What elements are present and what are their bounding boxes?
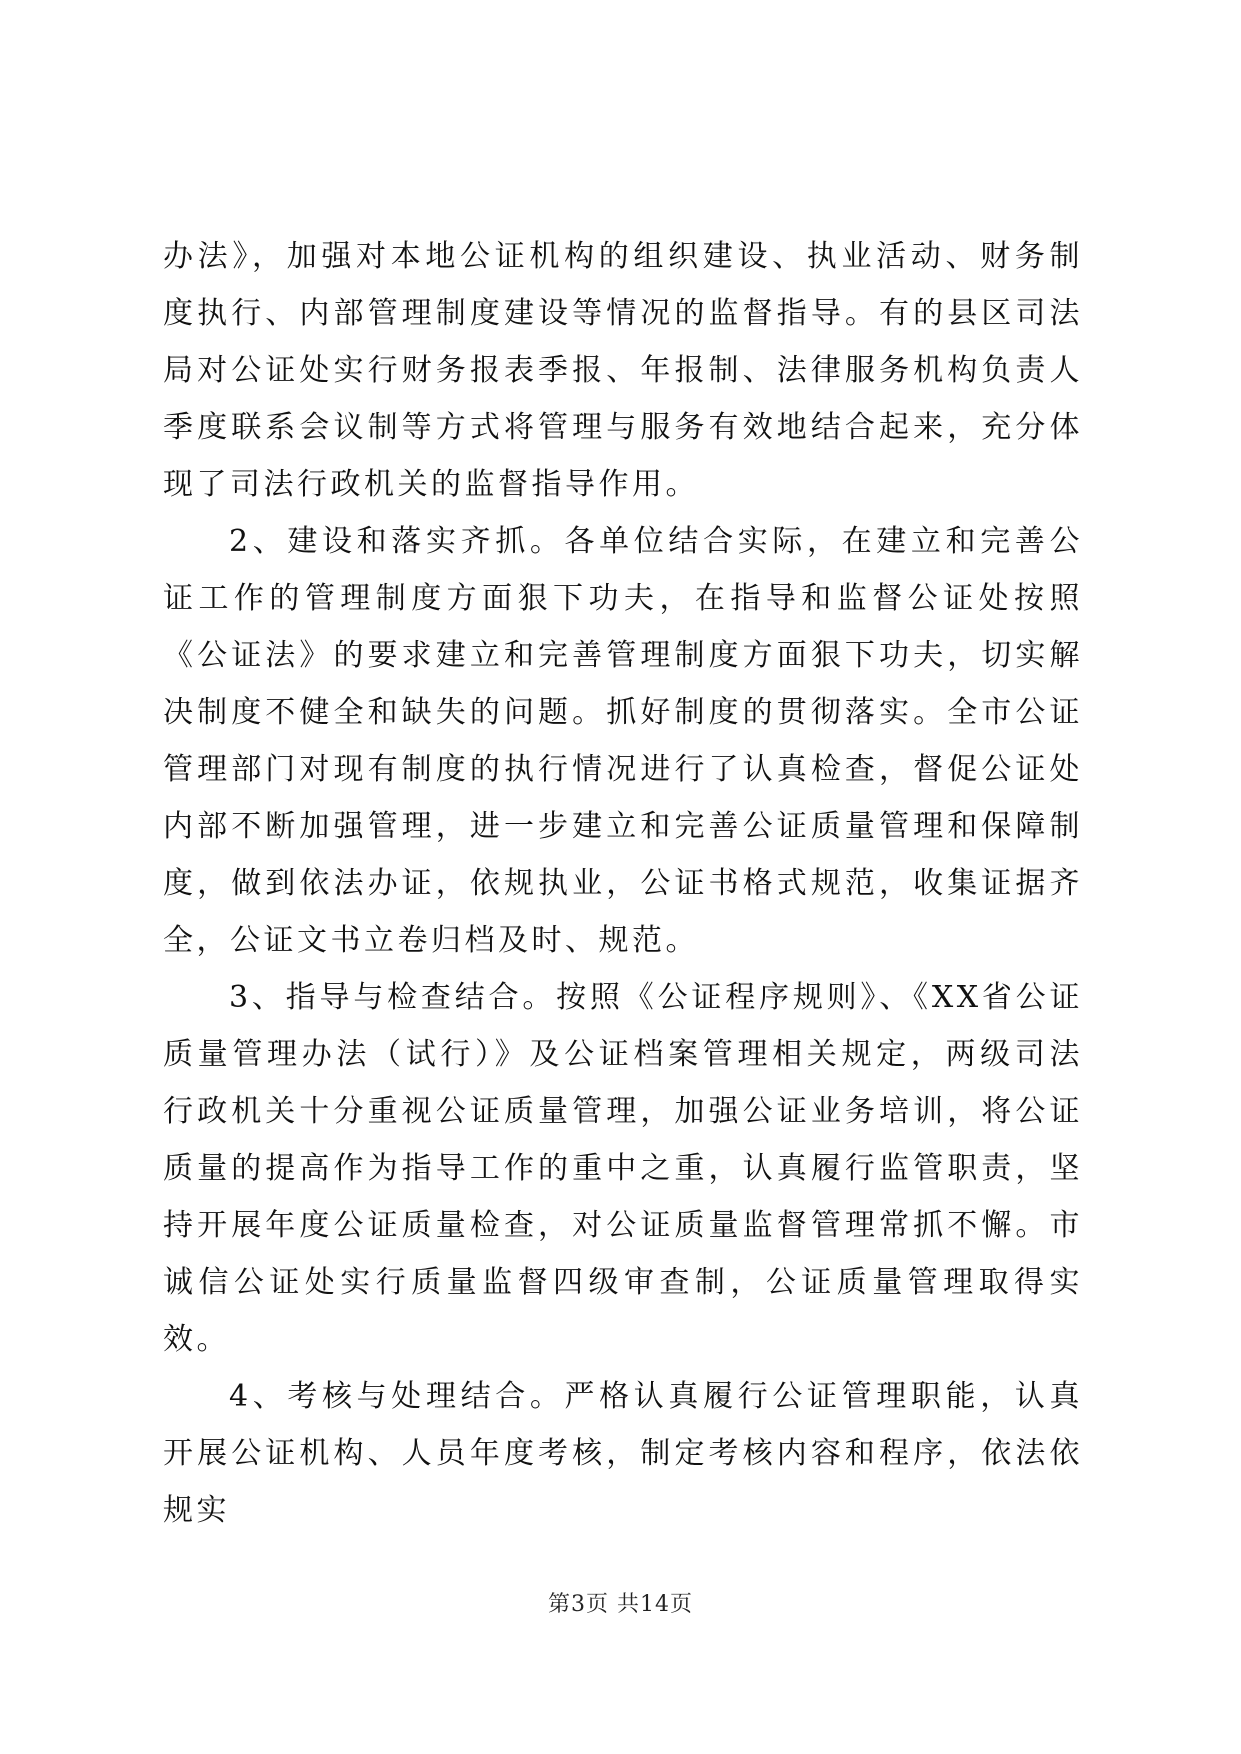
paragraph-continuation: 办法》，加强对本地公证机构的组织建设、执业活动、财务制度执行、内部管理制度建设等情况的监督指导。有的县区司法局对公证处实行财务报表季报、年报制、法律服务机构负责人季度联系会议制等方式将管理与服务有效地结合起来，充分体现了司法行政机关的监督指导作用。 — [163, 239, 1083, 502]
paragraph-item-2: 2、建设和落实齐抓。各单位结合实际，在建立和完善公证工作的管理制度方面狠下功夫，在指导和监督公证处按照《公证法》的要求建立和完善管理制度方面狠下功夫，切实解决制度不健全和缺失的问题。抓好制度的贯彻落实。全市公证管理部门对现有制度的执行情况进行了认真检查，督促公证处内部不断加强管理，进一步建立和完善公证质量管理和保障制度，做到依法办证，依规执业，公证书格式规范，收集证据齐全，公证文书立卷归档及时、规范。 — [163, 524, 1083, 958]
paragraph-item-4: 4、考核与处理结合。严格认真履行公证管理职能，认真开展公证机构、人员年度考核，制定考核内容和程序，依法依规实 — [163, 1379, 1083, 1528]
paragraph-item-3: 3、指导与检查结合。按照《公证程序规则》、《XX省公证质量管理办法（试行）》及公证档案管理相关规定，两级司法行政机关十分重视公证质量管理，加强公证业务培训，将公证质量的提高作为指导工作的重中之重，认真履行监管职责，坚持开展年度公证质量检查，对公证质量监督管理常抓不懈。市诚信公证处实行质量监督四级审查制，公证质量管理取得实效。 — [163, 980, 1083, 1357]
document-body — [163, 228, 1083, 1539]
page-number-footer: 第3页 共14页 — [548, 1592, 693, 1617]
